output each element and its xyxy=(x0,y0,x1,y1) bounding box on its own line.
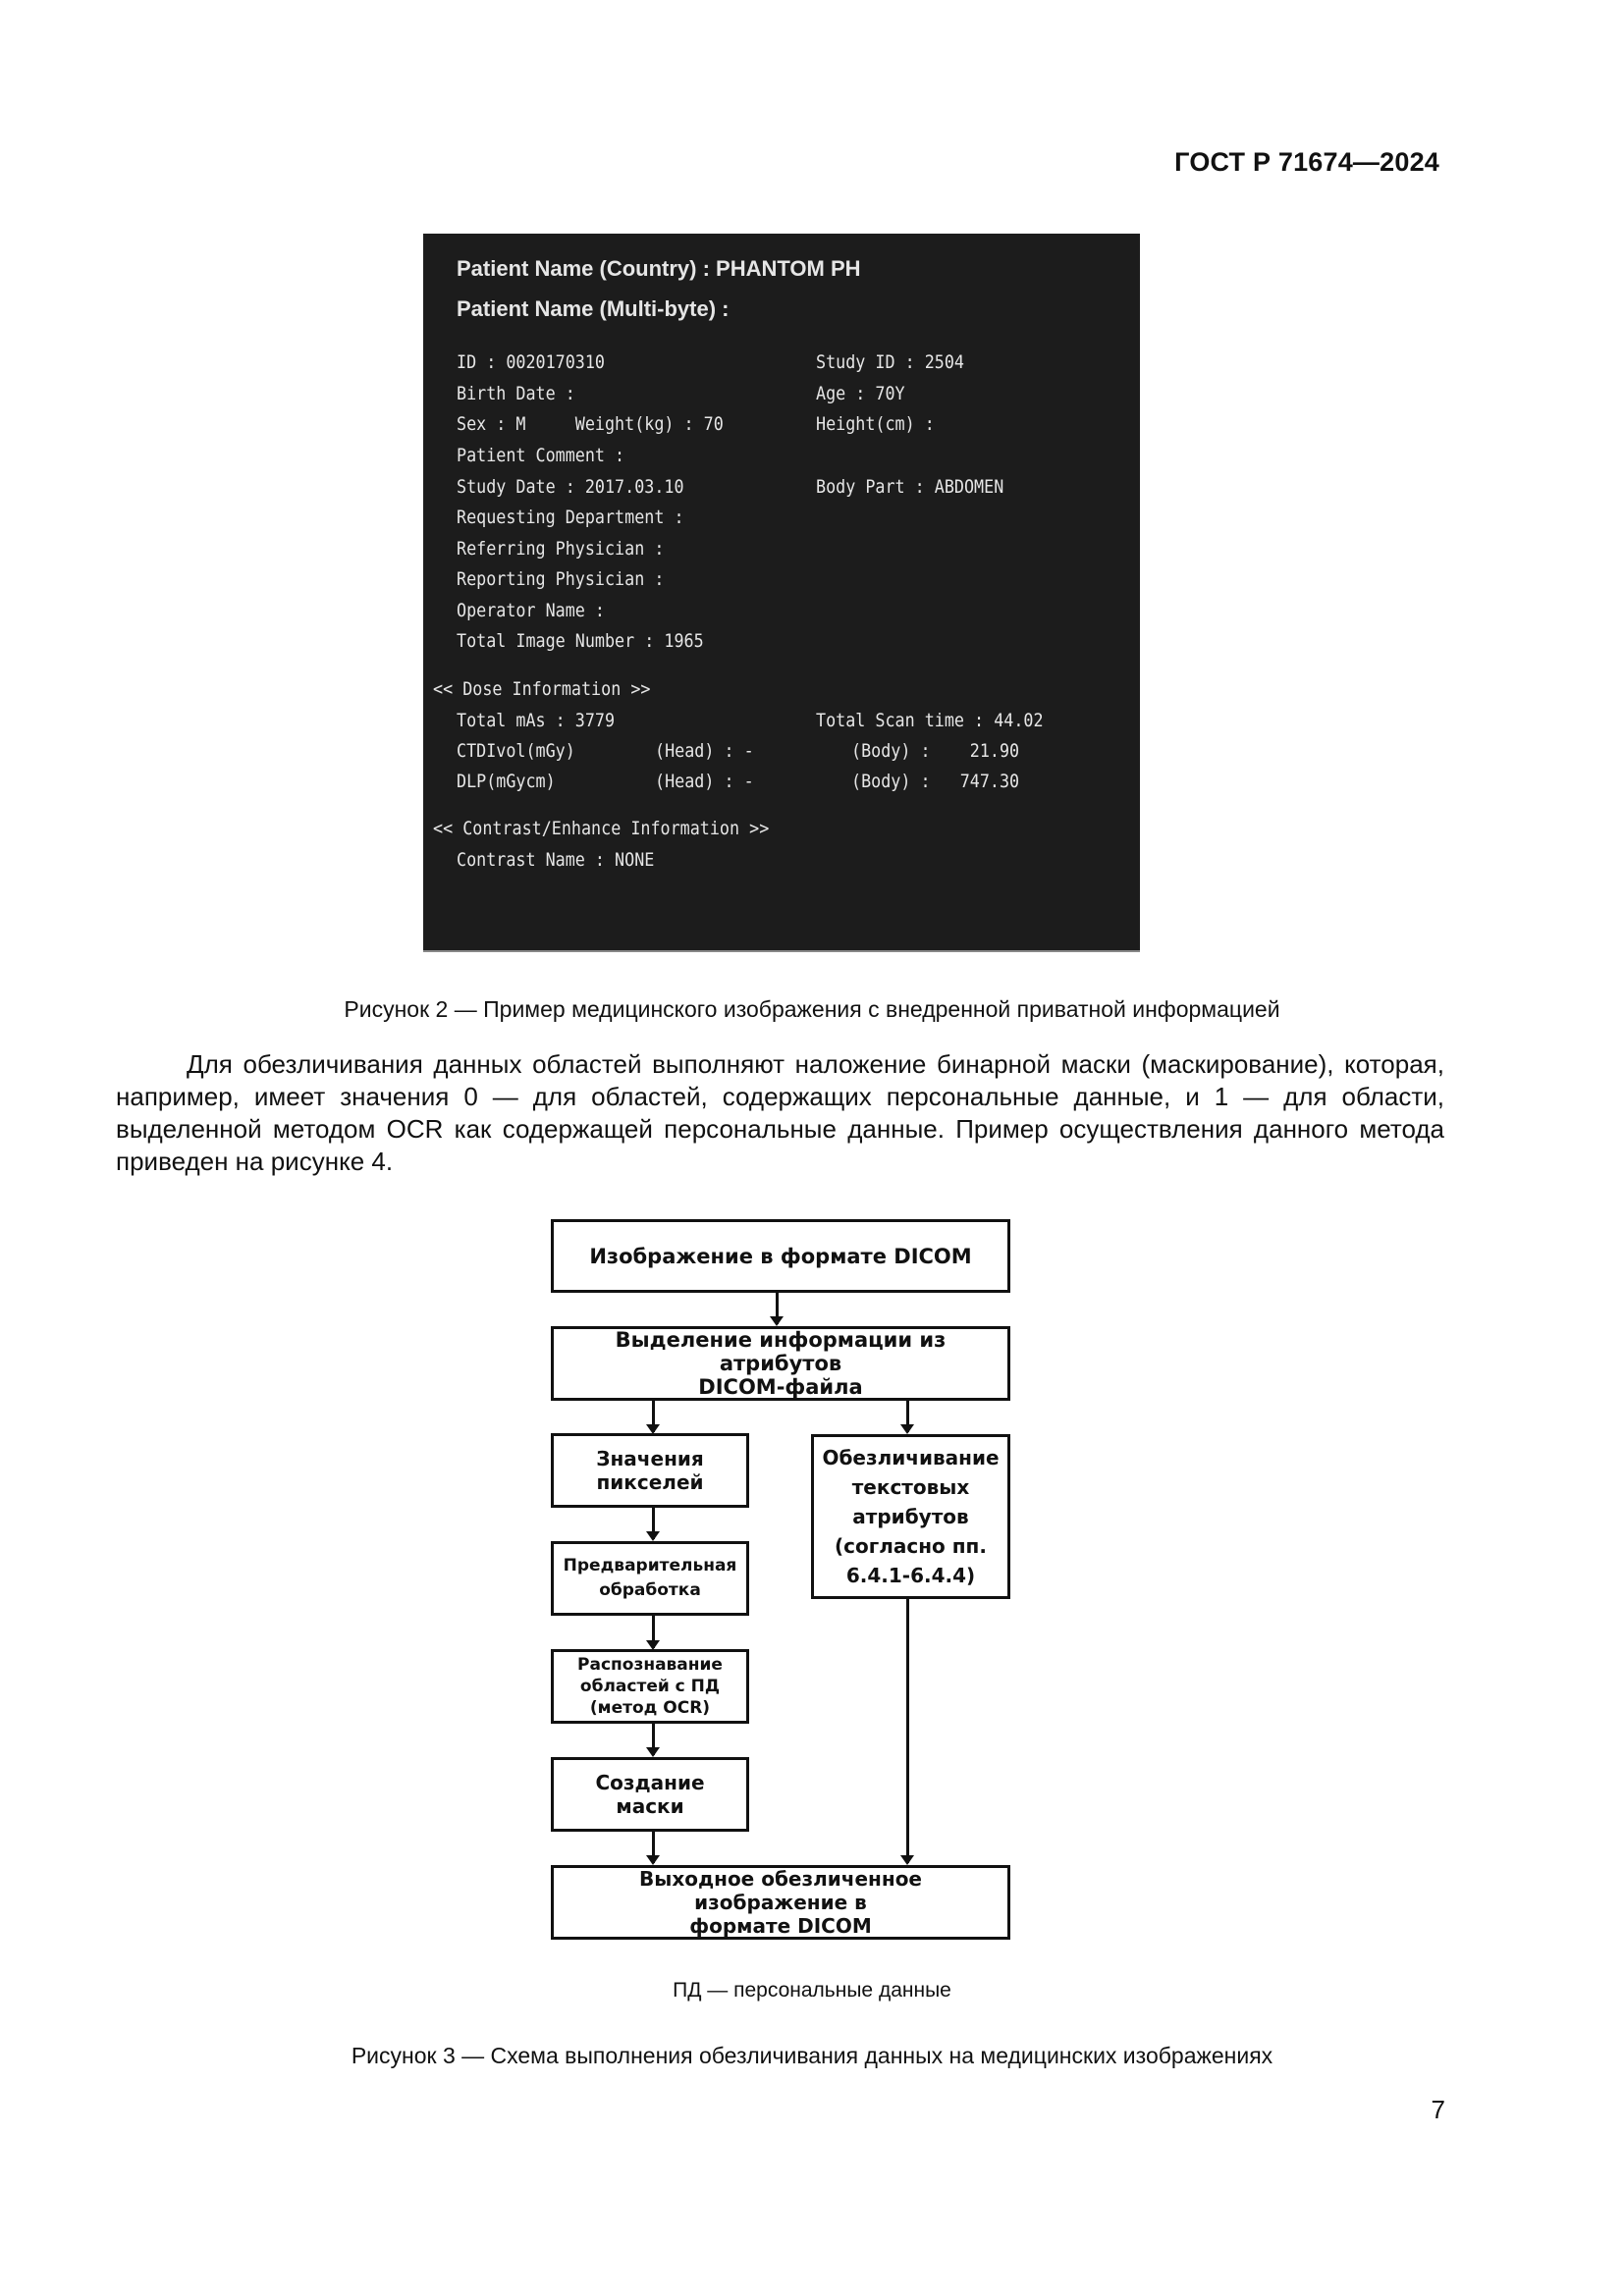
referring-physician: Referring Physician : xyxy=(457,538,665,560)
body-paragraph-text: Для обезличивания данных областей выполняют наложение бинарной маски (маскирование), которая, например, имеет значения 0 — для областей, содержащих персональные данные, и 1 — для области, выделенной методом OCR как содержащей персональные данные. Пример осуществления данного метода приведен на рисунке 4. xyxy=(116,1049,1444,1176)
arrow-7 xyxy=(906,1599,909,1863)
box-dicom-image-label: Изображение в формате DICOM xyxy=(589,1244,972,1268)
box-text-anonymization xyxy=(811,1434,1010,1599)
box-anon-line1: Обезличивание xyxy=(822,1446,1000,1469)
birth-date: Birth Date : xyxy=(457,383,575,404)
box-extract-line2: DICOM-файла xyxy=(698,1375,863,1399)
arrow-4 xyxy=(652,1616,655,1648)
patient-name-country: Patient Name (Country) : PHANTOM PH xyxy=(457,256,861,281)
requesting-department: Requesting Department : xyxy=(457,507,684,528)
reporting-physician: Reporting Physician : xyxy=(457,568,665,590)
page-number: 7 xyxy=(1431,2095,1445,2124)
box-recognition xyxy=(551,1649,749,1724)
box-mask-label: Создание маски xyxy=(595,1771,705,1818)
patient-comment: Patient Comment : xyxy=(457,445,625,466)
patient-name-multibyte: Patient Name (Multi-byte) : xyxy=(457,296,730,321)
dicom-image-figure xyxy=(423,234,1140,952)
box-output-line2: формате DICOM xyxy=(689,1914,872,1938)
total-scan-time: Total Scan time : 44.02 xyxy=(816,710,1044,731)
dlp-label: DLP(mGycm) xyxy=(457,771,556,792)
height: Height(cm) : xyxy=(816,413,935,435)
dose-information-header: << Dose Information >> xyxy=(433,678,651,700)
box-extract-line1: Выделение информации из атрибутов xyxy=(615,1328,947,1375)
ctdivol-body: (Body) : 21.90 xyxy=(851,740,1020,762)
box-anon-line5: 6.4.1-6.4.4) xyxy=(845,1564,976,1587)
box-extract-attributes xyxy=(551,1326,1010,1401)
study-date: Study Date : 2017.03.10 xyxy=(457,476,684,498)
dlp-body: (Body) : 747.30 xyxy=(851,771,1020,792)
patient-id: ID : 0020170310 xyxy=(457,351,606,373)
box-preprocess-line2: обработка xyxy=(599,1580,701,1600)
box-output-line1: Выходное обезличенное изображение в xyxy=(639,1867,922,1914)
box-pixels-line2: пикселей xyxy=(596,1470,704,1494)
box-dicom-image xyxy=(551,1219,1010,1293)
box-anon-line4: (согласно пп. xyxy=(835,1534,987,1558)
arrow-5 xyxy=(652,1724,655,1755)
ctdivol-label: CTDIvol(mGy) xyxy=(457,740,575,762)
arrow-3 xyxy=(652,1508,655,1539)
operator-name: Operator Name : xyxy=(457,600,606,621)
figure-3-footnote: ПД — персональные данные xyxy=(673,1979,951,2002)
sex-weight: Sex : M Weight(kg) : 70 xyxy=(457,413,724,435)
age: Age : 70Y xyxy=(816,383,905,404)
arrow-2a xyxy=(652,1401,655,1432)
arrow-6 xyxy=(652,1832,655,1863)
ctdivol-head: (Head) : - xyxy=(655,740,754,762)
dlp-head: (Head) : - xyxy=(655,771,754,792)
study-id: Study ID : 2504 xyxy=(816,351,965,373)
figure-3-caption: Рисунок 3 — Схема выполнения обезличивания данных на медицинских изображениях xyxy=(351,2043,1273,2068)
contrast-name: Contrast Name : NONE xyxy=(457,849,655,871)
document-id-header: ГОСТ Р 71674—2024 xyxy=(1174,147,1439,177)
box-create-mask xyxy=(551,1757,749,1832)
box-anon-line3: атрибутов xyxy=(852,1505,969,1528)
total-mas: Total mAs : 3779 xyxy=(457,710,616,731)
box-output-image xyxy=(551,1865,1010,1940)
box-preprocess-line1: Предварительная xyxy=(563,1556,737,1575)
box-anon-line2: текстовых xyxy=(851,1475,970,1499)
box-recognize-line2: областей с ПД xyxy=(579,1677,721,1696)
box-pixel-values xyxy=(551,1433,749,1508)
box-recognize-line1: Распознавание xyxy=(577,1655,723,1675)
contrast-information-header: << Contrast/Enhance Information >> xyxy=(433,818,770,839)
body-part: Body Part : ABDOMEN xyxy=(816,476,1004,498)
body-paragraph xyxy=(116,1048,1444,1178)
arrow-2b xyxy=(906,1401,909,1432)
box-pixels-line1: Значения xyxy=(596,1447,704,1470)
arrow-1 xyxy=(776,1293,779,1324)
box-preprocessing xyxy=(551,1541,749,1616)
box-recognize-line3: (метод OCR) xyxy=(589,1698,711,1718)
figure-2-caption: Рисунок 2 — Пример медицинского изображения с внедренной приватной информацией xyxy=(344,996,1280,1022)
total-image-number: Total Image Number : 1965 xyxy=(457,630,704,652)
